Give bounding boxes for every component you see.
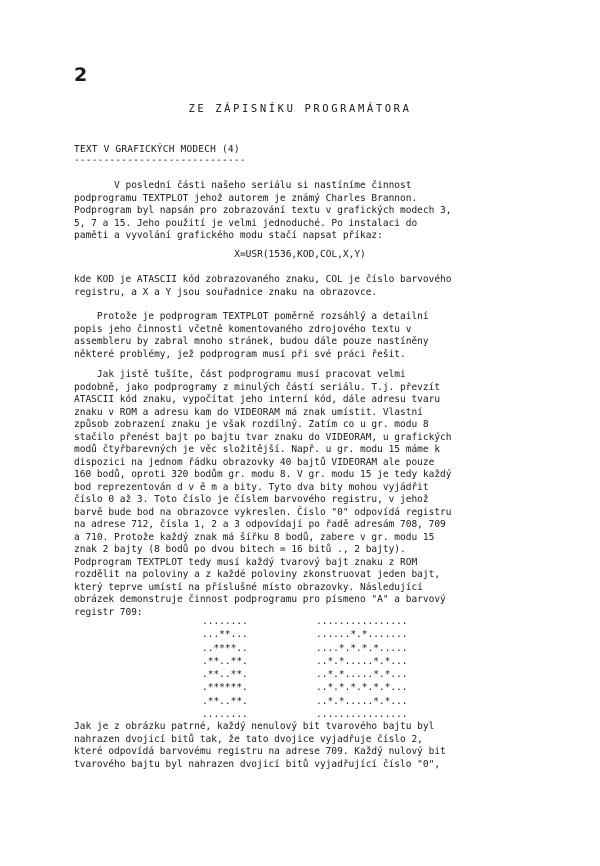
text-line: některé problémy, jež podprogram musí při své práci řešit.	[74, 348, 406, 360]
bitmap-row: .**..**.	[202, 669, 248, 681]
paragraph-conclusion	[74, 721, 544, 771]
bitmap-row: ..*.*.*.*.*.*...	[316, 682, 408, 694]
text-line: Podprogram byl napsán pro zobrazování textu v grafických modech 3,	[74, 205, 452, 216]
figure-left-bitmap	[202, 615, 248, 721]
text-line: V poslední části našeho seriálu si nastíníme činnost	[74, 180, 412, 191]
text-line: podprogramu TEXTPLOT jehož autorem je známý Charles Brannon.	[74, 192, 418, 204]
page-number: 2	[74, 64, 88, 86]
page-header: ZE ZÁPISNÍKU PROGRAMÁTORA	[188, 103, 412, 115]
formula: X=USR(1536,KOD,COL,X,Y)	[234, 249, 366, 260]
paragraph-textplot	[74, 311, 544, 361]
text-line: způsob zobrazení znaku je však rozdílný. Zatím co u gr. modu 8	[74, 419, 429, 430]
text-line: které odpovídá barvovému registru na adrese 709. Každý nulový bit	[74, 746, 446, 757]
text-line: číslo 0 až 3. Toto číslo je číslem barvového registru, v jehož	[74, 494, 429, 505]
text-line: ATASCII kód znaku, vypočítat jeho interní kód, dále adresu tvaru	[74, 394, 441, 405]
bitmap-row: ..*.*.....*.*...	[316, 695, 408, 707]
text-line: stačilo přenést bajt po bajtu tvar znaku do VIDEORAM, u grafických	[74, 431, 452, 443]
bitmap-row: ....*.*.*.*.....	[316, 642, 408, 654]
bitmap-row: ................	[316, 616, 408, 627]
text-line: rozdělit na poloviny a z každé poloviny zkonstruovat jeden bajt,	[74, 569, 441, 580]
text-line: paměti a vyvolání grafického modu stačí napsat příkaz:	[74, 230, 383, 241]
text-line: 5, 7 a 15. Jeho použití je velmi jednoduché. Po instalaci do	[74, 217, 418, 229]
bitmap-row: .**..**.	[202, 655, 248, 667]
text-line: registru, a X a Y jsou souřadnice znaku na obrazovce.	[74, 286, 378, 298]
text-line: dispozici na jednom řádku obrazovky 40 bajtů VIDEORAM ale pouze	[74, 456, 435, 468]
text-line: podobně, jako podprogramy z minulých částí seriálu. T.j. převzít	[74, 381, 441, 393]
text-line: popis jeho činnosti včetně komentovaného zdrojového textu v	[74, 323, 412, 335]
text-line: bod reprezentován d v ě m a bity. Tyto dva bity mohou vyjádřit	[74, 481, 429, 493]
bitmap-row: ......*.*.......	[316, 629, 408, 641]
text-line: assembleru by zabral mnoho stránek, budou dále pouze nastíněny	[74, 336, 429, 347]
text-line: Protože je podprogram TEXTPLOT poměrně rozsáhlý a detailní	[74, 311, 429, 322]
bitmap-row: ..****..	[202, 642, 248, 654]
text-line: modů čtyřbarevných je věc složitější. Např. u gr. modu 15 máme k	[74, 444, 441, 455]
text-line: a 710. Protože každý znak má šířku 8 bodů, zabere v gr. modu 15	[74, 531, 435, 543]
text-line: znaku v ROM a adresu kam do VIDEORAM má znak umístit. Vlastní	[74, 406, 423, 418]
text-line: tvarového bajtu byl nahrazen dvojicí bitů vyjadřující číslo "0",	[74, 758, 441, 770]
paragraph-params	[74, 274, 544, 299]
section-title: TEXT V GRAFICKÝCH MODECH (4)	[74, 144, 240, 155]
section-underline: -----------------------------	[74, 155, 246, 166]
text-line: znak 2 bajty (8 bodů po dvou bitech = 16 bitů ., 2 bajty).	[74, 544, 406, 555]
text-line: obrázek demonstruje činnost podprogramu pro písmeno "A" a barvový	[74, 594, 446, 605]
bitmap-row: .**..**.	[202, 695, 248, 707]
bitmap-row: ..*.*.....*.*...	[316, 669, 408, 681]
bitmap-row: .******.	[202, 682, 248, 694]
bitmap-row: ................	[316, 709, 408, 721]
figure-right-bitmap	[316, 615, 408, 721]
bitmap-row: ...**...	[202, 629, 248, 641]
bitmap-row: ........	[202, 709, 248, 721]
text-line: kde KOD je ATASCII kód zobrazovaného znaku, COL je číslo barvového	[74, 274, 452, 285]
text-line: Podprogram TEXTPLOT tedy musí každý tvarový bajt znaku z ROM	[74, 556, 418, 568]
text-line: který teprve umístí na příslušné místo obrazovky. Následující	[74, 581, 423, 593]
paragraph-explanation	[74, 369, 544, 619]
text-line: nahrazen dvojicí bitů tak, že tato dvojice vyjadřuje číslo 2,	[74, 733, 423, 745]
paragraph-intro	[74, 180, 544, 243]
text-line: Jak jistě tušíte, část podprogramu musí pracovat velmi	[74, 369, 406, 380]
text-line: Jak je z obrázku patrné, každý nenulový bit tvarového bajtu byl	[74, 721, 435, 732]
text-line: barvě bude bod na obrazovce vykreslen. Číslo "0" odpovídá registru	[74, 506, 452, 518]
bitmap-row: ........	[202, 616, 248, 627]
text-line: na adrese 712, čísla 1, 2 a 3 odpovídají po řadě adresám 708, 709	[74, 519, 446, 530]
bitmap-row: ..*.*.....*.*...	[316, 655, 408, 667]
text-line: registr 709:	[74, 606, 143, 618]
text-line: 160 bodů, oproti 320 bodům gr. modu 8. V gr. modu 15 je tedy každý	[74, 469, 452, 480]
